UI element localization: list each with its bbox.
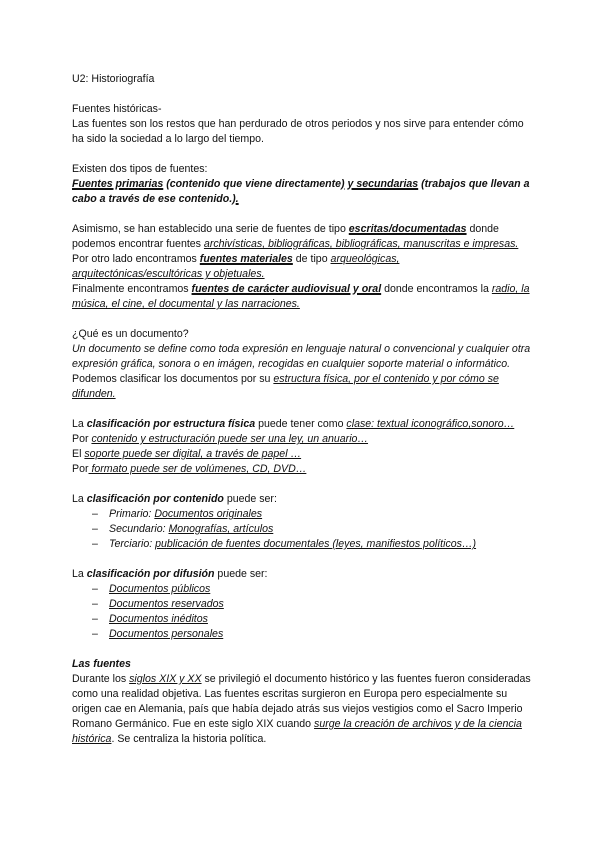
section-heading-las-fuentes: Las fuentes [72,658,131,670]
text-span: Durante los [72,673,130,685]
list-difusion [72,582,532,642]
text-span: Documentos personales [109,628,224,640]
text-span: Podemos clasificar los documentos por su [72,373,274,385]
text-formato: formato puede ser de volúmenes, CD, DVD… [88,463,307,475]
text-secundarias: y secundarias [344,178,419,190]
text-span: se privilegió el documento histórico y las fuentes fueron consideradas como una realidad objetiva. Las fuentes escritas surgieron en Europa pero especialmente su origen cae en Alemania, país que había dejado atrás sus viejos vestigios como el Sacro Imperio Romano Germánico. Fue en este siglo XIX cuando [72,673,531,730]
text-span: . Se centraliza la historia política. [111,733,267,745]
text-span: Por [72,463,89,475]
text-span: La [72,418,87,430]
paragraph-clasificar [72,372,532,402]
text-span: Por [72,433,92,445]
text-soporte: soporte puede ser digital, a través de papel … [84,448,302,460]
term-difusion: clasificación por difusión [86,568,215,580]
paragraph-audiovisual [72,282,532,312]
list-item [92,537,532,552]
term-escritas: escritas/documentadas [348,223,467,235]
list-clase: clase: textual iconográfico,sonoro… [346,418,515,430]
text-span: Terciario: [109,538,156,550]
term-audiovisual: fuentes de carácter audiovisual y oral [191,283,382,295]
paragraph-fuentes: Las fuentes son los restos que han perdurado de otros periodos y nos sirve para entender cómo ha sido la sociedad a lo largo del tiempo. [72,118,524,145]
text-fuentes-primarias: Fuentes primarias [72,178,164,190]
list-item [92,507,532,522]
paragraph-escritas [72,222,532,252]
term-estructura: clasificación por estructura física [86,418,256,430]
list-item [92,522,532,537]
list-materiales: arqueológicas, arquitectónicas/escultóricas y objetuales. [72,253,400,280]
text-span: Monografías, artículos [168,523,274,535]
list-contenido [72,507,532,552]
text-span: puede ser: [223,493,277,505]
definition-documento: Un documento se define como toda expresión en lenguaje natural o convencional y cualquier otra expresión gráfica, sonora o en imágen, recogidas en cualquier soporte material o informático. [72,343,531,370]
text-span: Documentos públicos [109,583,211,595]
text-span: Primario: [109,508,155,520]
paragraph-soporte [72,447,532,462]
paragraph-tipos-fuentes [72,177,532,207]
paragraph-estructura [72,417,532,432]
text-span: El [72,448,85,460]
list-item [92,627,532,642]
paragraph-contenido [72,492,532,507]
text-span: Documentos inéditos [109,613,208,625]
term-materiales: fuentes materiales [199,253,293,265]
text-span: Asimismo, se han establecido una serie de fuentes de tipo [72,223,349,235]
text-contenido-ley: contenido y estructuración puede ser una ley, un anuario… [91,433,369,445]
text-span: puede tener como [255,418,347,430]
section-heading-fuentes: Fuentes históricas- [72,103,162,115]
text-span: publicación de fuentes documentales (leyes, manifiestos políticos…) [155,538,477,550]
text-span: La [72,568,87,580]
text-archivos: surge la creación de archivos y de la ciencia histórica [72,718,522,745]
term-contenido: clasificación por contenido [86,493,224,505]
paragraph-formato [72,462,532,477]
list-escritas: archivísticas, bibliográficas, bibliográficas, manuscritas e impresas. [203,238,519,250]
doc-title: U2: Historiografía [72,73,155,85]
paragraph-las-fuentes [72,672,532,747]
text-span: Finalmente encontramos [72,283,192,295]
paragraph-contenido-ley [72,432,532,447]
text-siglos: siglos XIX y XX [129,673,202,685]
text-span: Documentos originales [154,508,263,520]
list-audiovisual: radio, la música, el cine, el documental y las narraciones. [72,283,530,310]
text-span: Documentos reservados [109,598,224,610]
text-contenido-directo: (contenido que viene directamente) [163,178,345,190]
text-span: Por otro lado encontramos [72,253,200,265]
paragraph-difusion [72,567,532,582]
question-documento: ¿Qué es un documento? [72,328,189,340]
text-span: de tipo [292,253,331,265]
text-span: donde podemos encontrar fuentes [72,223,499,250]
document-page [72,72,532,747]
paragraph-tipos-intro: Existen dos tipos de fuentes: [72,163,208,175]
text-span: puede ser: [214,568,268,580]
paragraph-materiales [72,252,532,282]
text-span: Secundario: [109,523,169,535]
list-item [92,597,532,612]
list-item [92,582,532,597]
list-item [92,612,532,627]
text-span: donde encontramos la [381,283,492,295]
text-period: . [235,193,239,205]
text-trabajos: (trabajos que llevan a cabo a través de ese contenido.) [72,178,530,205]
list-clasificar: estructura física, por el contenido y por cómo se difunden. [72,373,499,400]
text-span: La [72,493,87,505]
